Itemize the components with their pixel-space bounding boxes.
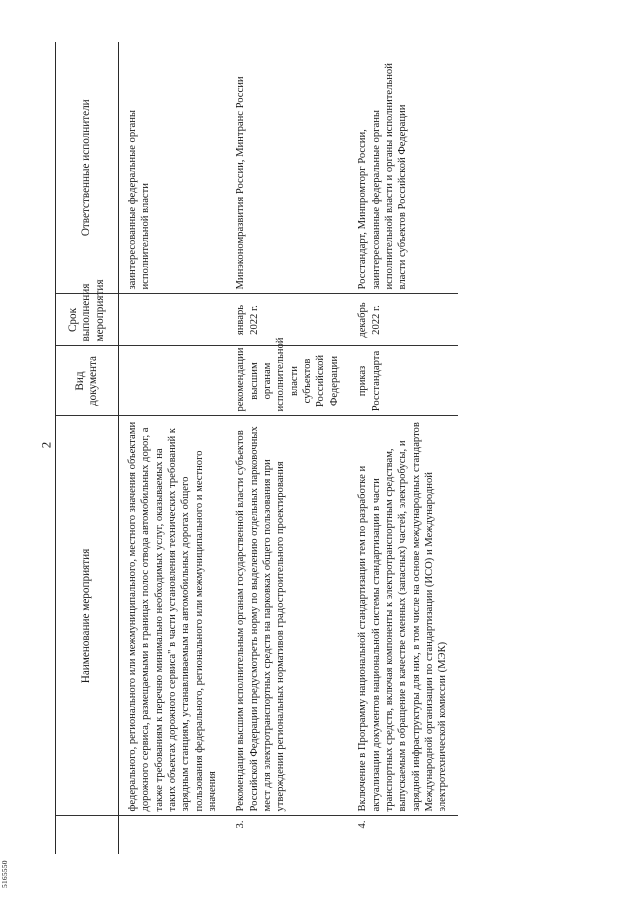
row-deadline [119, 294, 228, 346]
measures-table [55, 42, 458, 854]
header-deadline: Срок выполнения мероприятия [56, 294, 119, 346]
document-code: 5165550 [0, 860, 9, 888]
row-number: 4. [357, 820, 369, 829]
row-measure-name: Рекомендации высшим исполнительным органам государственной власти субъектов Российской Федерации предусмотреть норму по выделению отдельных парковочных мест для электротранспортных средств на парковках общего пользования при утверждении региональных нормативов градостроительного проектирования [227, 416, 349, 816]
row-number [119, 816, 228, 854]
table-row [119, 42, 228, 854]
header-document-type: Вид документа [56, 346, 119, 416]
header-number [56, 816, 119, 854]
row-responsible: Росстандарт, Минпромторг России, заинтересованные федеральные органы исполнительной власти и органы исполнительной власти субъектов Российской Федерации [349, 42, 457, 294]
header-responsible: Ответственные исполнители [56, 42, 119, 294]
row-responsible: заинтересованные федеральные органы исполнительной власти [119, 42, 228, 294]
row-deadline: январь 2022 г. [227, 294, 349, 346]
table-header-row [56, 42, 119, 854]
rotated-page [55, 42, 595, 854]
row-document-type [119, 346, 228, 416]
row-number: 3. [235, 820, 247, 829]
row-document-type: приказ Росстандарта [349, 346, 457, 416]
row-measure-name: Включение в Программу национальной стандартизации тем по разработке и актуализации документов национальной системы стандартизации в части транспортных средств, включая компоненты к электротранспортным средствам, выпускаемым в обращение в качестве сменных (запасных) частей, электробусы, и зарядной инфраструктуры для них, в том числе на основе международных стандартов Международной организации по стандартизации (ИСО) и Международной электротехнической комиссии (МЭК) [349, 416, 457, 816]
table-row [349, 42, 457, 854]
row-measure-name: федерального, регионального или межмуниципального, местного значения объектами дорожного сервиса, размещаемыми в границах полос отвода автомобильных дорог, а также требованиям к перечню минимально необходимых услуг, оказываемых на таких объектах дорожного сервиса" в части установления технических требований к зарядным станциям, устанавливаемым на автомобильных дорогах общего пользования федерального, регионального или межмуниципального и местного значения [119, 416, 228, 816]
row-deadline: декабрь 2022 г. [349, 294, 457, 346]
table-row [227, 42, 349, 854]
page-number: 2 [38, 441, 54, 449]
row-responsible: Минэкономразвития России, Минтранс России [227, 42, 349, 294]
header-measure-name: Наименование мероприятия [56, 416, 119, 816]
row-document-type: рекомендации высшим органам исполнительной власти субъектов Российской Федерации [227, 346, 349, 416]
